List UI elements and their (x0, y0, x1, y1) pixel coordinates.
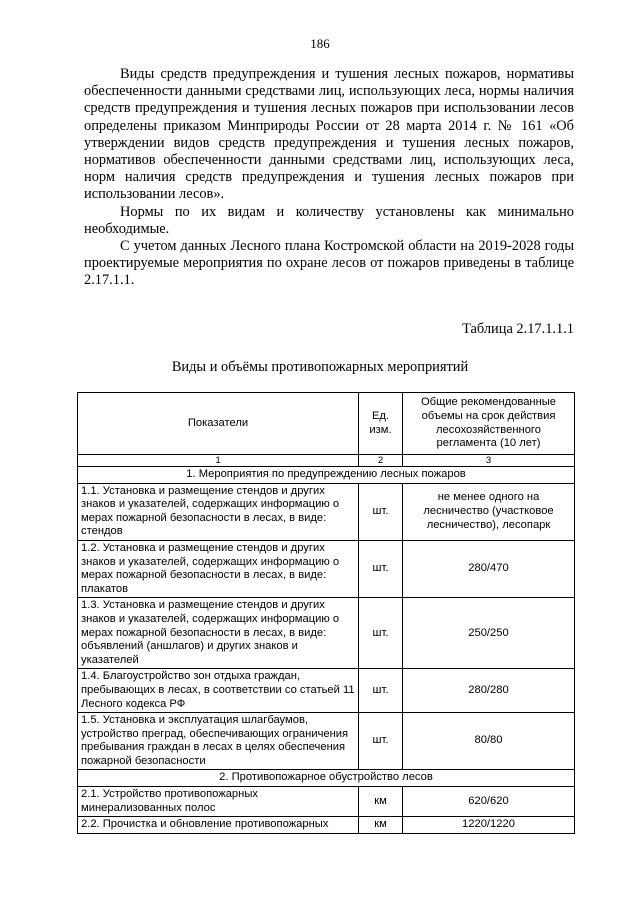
indicator-cell: 1.4. Благоустройство зон отдыха граждан, пребывающих в лесах, в соответствии со статьей 11 Лесного кодекса РФ (78, 669, 359, 713)
table-row (78, 817, 575, 834)
unit-cell: шт. (359, 669, 403, 713)
paragraph: Нормы по их видам и количеству установлены как минимально необходимые. (84, 203, 574, 237)
table-row (78, 483, 575, 540)
unit-cell: шт. (359, 598, 403, 669)
volume-cell: 80/80 (403, 713, 575, 770)
unit-cell: км (359, 817, 403, 834)
indicator-cell: 2.2. Прочистка и обновление противопожарных (78, 817, 359, 834)
paragraph: Виды средств предупреждения и тушения лесных пожаров, нормативы обеспеченности данными средствами лиц, использующих леса, нормы наличия средств предупреждения и тушения лесных пожаров при использовании лесов определены приказом Минприроды России от 28 марта 2014 г. № 161 «Об утверждении видов средств предупреждения и тушения лесных пожаров, нормативов обеспеченности данными средствами лиц, использующих леса, норм наличия средств предупреждения и тушения лесных пожаров при использовании лесов». (84, 66, 574, 203)
volume-cell: 620/620 (403, 787, 575, 817)
volume-cell: 280/470 (403, 540, 575, 597)
page-number: 186 (310, 36, 330, 51)
column-number: 1 (78, 455, 359, 467)
indicator-cell: 1.2. Установка и размещение стендов и других знаков и указателей, содержащих информацию о мерах пожарной безопасности в лесах, в виде: плакатов (78, 540, 359, 597)
volume-cell: 1220/1220 (403, 817, 575, 834)
table-row (78, 669, 575, 713)
paragraph: С учетом данных Лесного плана Костромской области на 2019-2028 годы проектируемые мероприятия по охране лесов от пожаров приведены в таблице 2.17.1.1. (84, 238, 574, 289)
volume-cell: 280/280 (403, 669, 575, 713)
fire-measures-table (77, 392, 575, 834)
volume-cell: не менее одного на лесничество (участковое лесничество), лесопарк (403, 483, 575, 540)
unit-cell: шт. (359, 540, 403, 597)
section-title: 1. Мероприятия по предупреждению лесных пожаров (78, 467, 575, 484)
unit-cell: шт. (359, 713, 403, 770)
column-number-row (78, 455, 575, 467)
column-number: 3 (403, 455, 575, 467)
unit-cell: км (359, 787, 403, 817)
indicator-cell: 1.3. Установка и размещение стендов и других знаков и указателей, содержащих информацию о мерах пожарной безопасности в лесах, в виде: объявлений (аншлагов) и других знаков и указателей (78, 598, 359, 669)
indicator-cell: 1.5. Установка и эксплуатация шлагбаумов, устройство преград, обеспечивающих ограничения пребывания граждан в лесах в целях обеспечения пожарной безопасности (78, 713, 359, 770)
indicator-cell: 1.1. Установка и размещение стендов и других знаков и указателей, содержащих информацию о мерах пожарной безопасности в лесах, в виде: стендов (78, 483, 359, 540)
section-row (78, 770, 575, 787)
volume-cell: 250/250 (403, 598, 575, 669)
header-indicators: Показатели (78, 393, 359, 455)
header-volume: Общие рекомендованные объемы на срок действия лесохозяйственного регламента (10 лет) (403, 393, 575, 455)
indicator-cell: 2.1. Устройство противопожарных минерализованных полос (78, 787, 359, 817)
header-unit: Ед. изм. (359, 393, 403, 455)
table-label: Таблица 2.17.1.1.1 (462, 321, 574, 337)
section-title: 2. Противопожарное обустройство лесов (78, 770, 575, 787)
table-row (78, 598, 575, 669)
unit-cell: шт. (359, 483, 403, 540)
table-row (78, 787, 575, 817)
column-number: 2 (359, 455, 403, 467)
table-row (78, 713, 575, 770)
table-header-row (78, 393, 575, 455)
table-row (78, 540, 575, 597)
body-text (84, 66, 574, 290)
section-row (78, 467, 575, 484)
table-title: Виды и объёмы противопожарных мероприятий (171, 359, 469, 375)
